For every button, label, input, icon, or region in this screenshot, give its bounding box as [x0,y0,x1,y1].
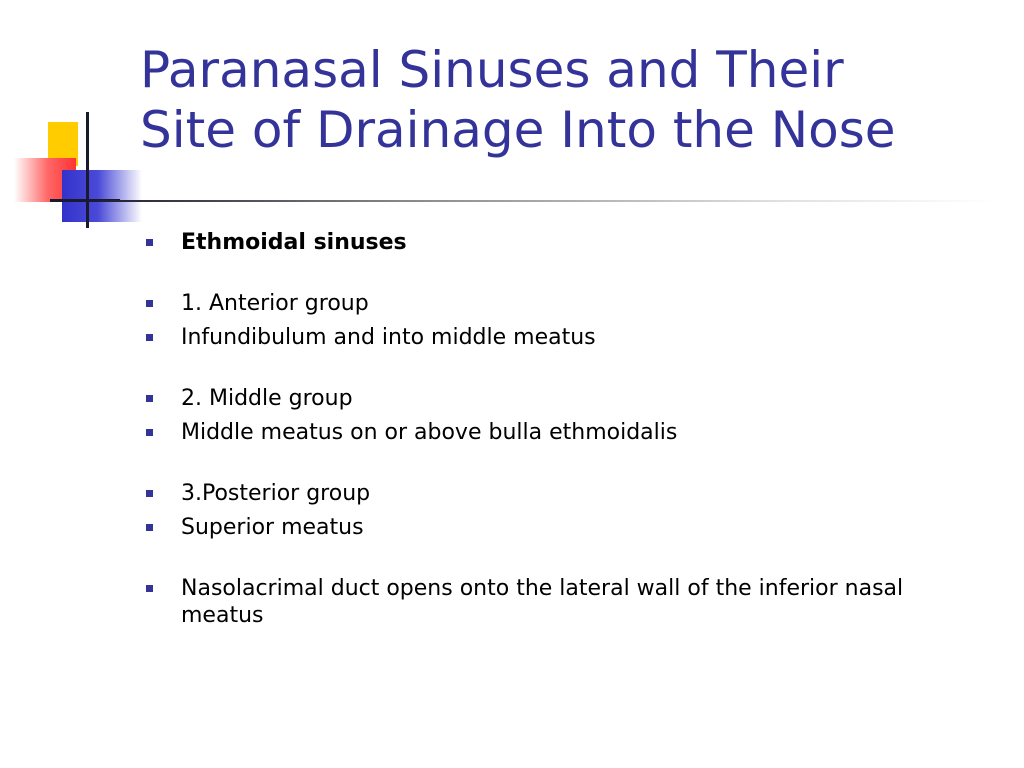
bullet-text: Infundibulum and into middle meatus [181,325,596,350]
title-divider [86,200,996,202]
square-bullet-icon [146,490,153,497]
square-bullet-icon [146,239,153,246]
bullet-text: 2. Middle group [181,386,353,411]
bullet-text: 3.Posterior group [181,481,371,506]
square-bullet-icon [146,395,153,402]
square-bullet-icon [146,300,153,307]
slide-title [140,40,1000,160]
bullet-list [146,229,986,636]
bullet-text: Middle meatus on or above bulla ethmoidalis [181,420,678,445]
blue-square [62,170,142,222]
decorative-logo [0,0,150,240]
bullet-item [146,385,986,412]
bullet-item [146,290,986,317]
square-bullet-icon [146,429,153,436]
bullet-item [146,575,986,629]
square-bullet-icon [146,585,153,592]
bullet-item [146,419,986,446]
bullet-item [146,324,986,351]
bullet-item [146,229,986,256]
bullet-text: Ethmoidal sinuses [181,230,407,255]
square-bullet-icon [146,334,153,341]
bullet-text: Nasolacrimal duct opens onto the lateral wall of the inferior nasal meatus [181,576,904,628]
bullet-item [146,514,986,541]
bullet-text: Superior meatus [181,515,364,540]
title-line-2: Site of Drainage Into the Nose [140,101,896,159]
vertical-line [86,112,89,228]
title-line-1: Paranasal Sinuses and Their [140,41,844,99]
square-bullet-icon [146,524,153,531]
bullet-item [146,480,986,507]
bullet-text: 1. Anterior group [181,291,369,316]
